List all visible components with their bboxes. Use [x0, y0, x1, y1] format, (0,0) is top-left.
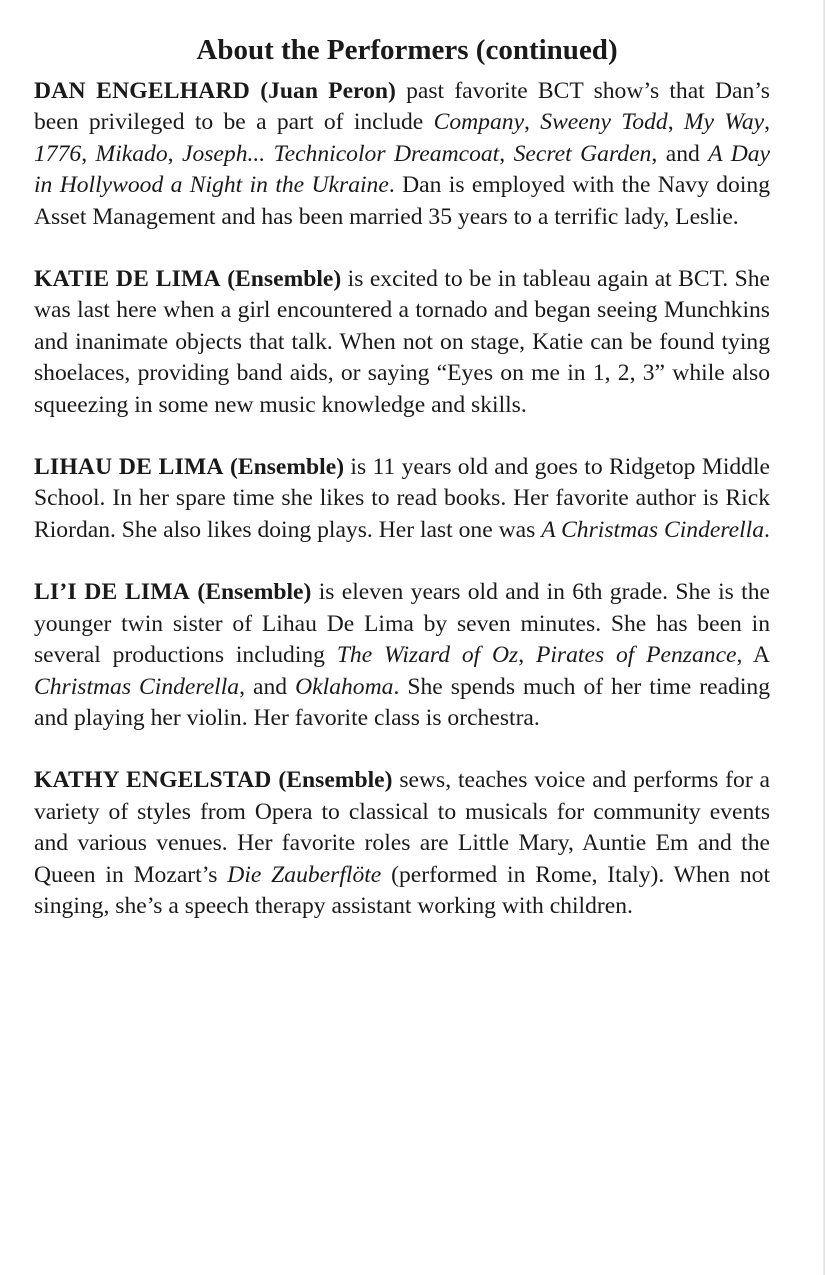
performer-role: (Ensemble) — [278, 767, 393, 794]
bio-text-run: is 11 years old and goes to Ridgetop Middle School. In her spare time she likes to read books. Her favorite author is Rick Riordan. She also likes doing plays. Her last one was — [34, 454, 770, 543]
page-title: About the Performers (continued) — [196, 34, 618, 66]
bio-paragraph — [34, 76, 770, 233]
performer-role: (Ensemble) — [230, 454, 345, 481]
performer-role: (Ensemble) — [197, 579, 312, 606]
bio-text-run: past favorite BCT show’s that Dan’s been privileged to be a part of include — [34, 78, 770, 136]
bio-text-run: , — [667, 109, 684, 136]
document-page — [34, 30, 770, 953]
bio-text-run: , — [167, 140, 182, 167]
bio-paragraph — [34, 765, 770, 922]
bio-text-run: . Dan is employed with the Navy doing Asset Management and has been married 35 years to a terrific lady, Leslie. — [34, 172, 770, 230]
performer-role: (Juan Peron) — [260, 78, 396, 104]
performer-name: KATIE DE LIMA — [34, 266, 221, 293]
work-title: Mikado — [95, 140, 168, 167]
work-title: Oklahoma — [295, 673, 394, 700]
work-title: Pirates of Penzance — [535, 642, 737, 669]
bio-text-run: (performed in Rome, Italy). When not singing, she’s a speech therapy assistant working with children. — [34, 861, 770, 919]
performer-name: DAN ENGELHARD — [34, 78, 251, 104]
bio-paragraph — [34, 264, 770, 421]
bio-text-run: . — [764, 516, 770, 543]
bio-text-run: , — [518, 642, 536, 669]
bio-text-run: is eleven years old and in 6th grade. She is the younger twin sister of Lihau De Lima by seven minutes. She has been in several productions including — [34, 579, 770, 669]
work-title: Secret Garden — [513, 140, 652, 167]
bio-text-run: , and — [651, 140, 709, 167]
bio-text-run: . She spends much of her time reading and playing her violin. Her favorite class is orchestra. — [34, 673, 771, 731]
work-title: Joseph... Technicolor Dreamcoat — [181, 140, 500, 167]
work-title: My Way — [683, 109, 765, 136]
bio-text-run: , A — [736, 642, 770, 669]
work-title: Die Zauberflöte — [227, 861, 382, 888]
bio-paragraph — [34, 452, 770, 546]
performer-name: KATHY ENGELSTAD — [34, 767, 272, 794]
bio-text-run: , — [524, 109, 541, 136]
work-title: The Wizard of Oz — [336, 642, 519, 669]
work-title: 1776 — [34, 140, 82, 167]
work-title: Sweeny Todd — [540, 109, 668, 136]
work-title: A Christmas Cinderella — [541, 516, 765, 543]
bio-text-run: , and — [239, 673, 296, 700]
bio-text-run: is excited to be in tableau again at BCT. She was last here when a girl encountered a tornado and began seeing Munchkins and inanimate objects that talk. When not on stage, Katie can be found tying shoelaces, providing band aids, or saying “Eyes on me in 1, 2, 3” while also squeezing in some new music knowledge and skills. — [34, 266, 771, 418]
bio-paragraph — [34, 577, 770, 734]
bio-text-run: , — [81, 140, 96, 167]
bio-text-run: sews, teaches voice and performs for a variety of styles from Opera to classical to musicals for community events and various venues. Her favorite roles are Little Mary, Auntie Em and the Queen in Mozart’s — [34, 767, 771, 888]
bio-text-run: , — [499, 140, 514, 167]
work-title: Christmas Cinderella — [34, 673, 240, 700]
performer-role: (Ensemble) — [227, 266, 342, 293]
bio-text-run: , — [764, 109, 771, 136]
work-title: A Day in Hollywood a Night in the Ukraine — [34, 140, 771, 199]
performer-name: LIHAU DE LIMA — [34, 454, 224, 481]
work-title: Company — [433, 109, 525, 136]
performer-name: LI’I DE LIMA — [34, 579, 191, 606]
